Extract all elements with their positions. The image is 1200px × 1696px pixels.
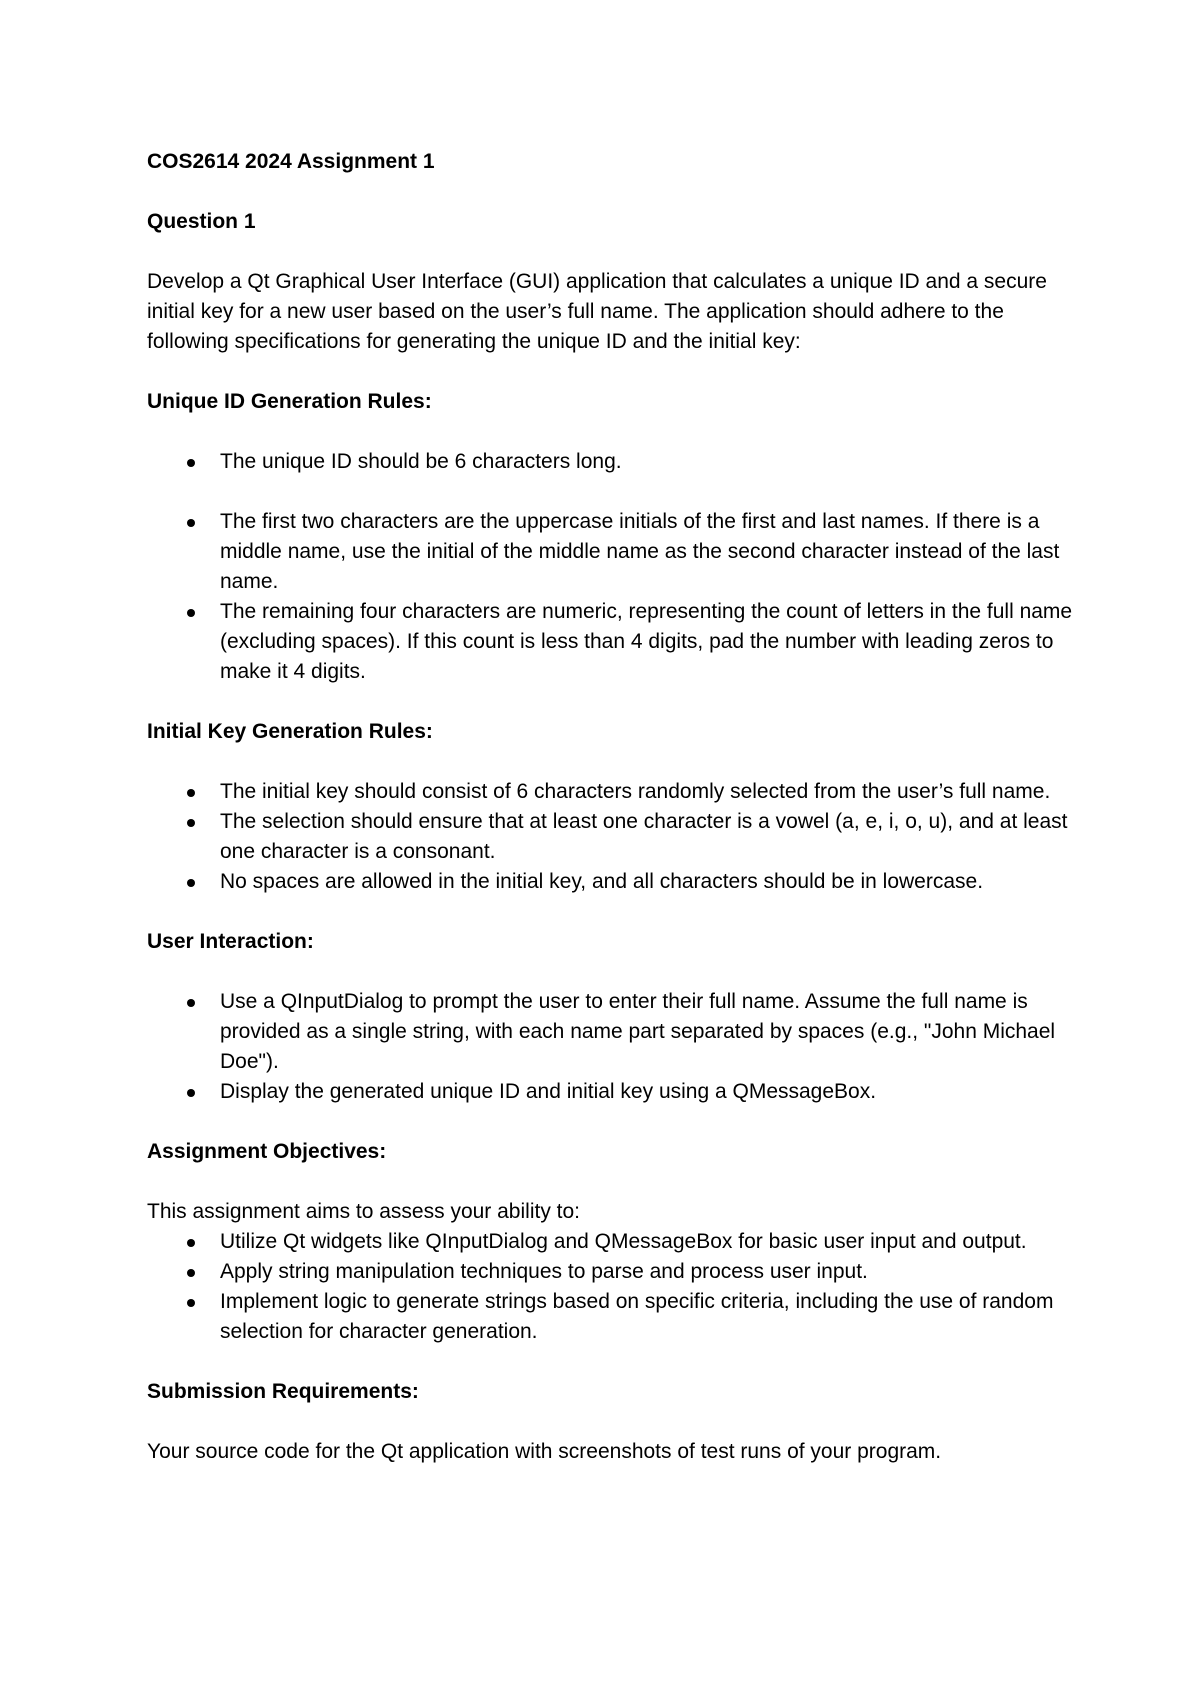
user-interaction-list — [147, 987, 1082, 1107]
objectives-intro: This assignment aims to assess your ability to: — [147, 1200, 581, 1223]
document-title: COS2614 2024 Assignment 1 — [147, 150, 435, 173]
list-item: The first two characters are the uppercase initials of the first and last names. If there is a middle name, use the initial of the middle name as the second character instead of the last name. — [147, 507, 1082, 597]
list-item: Utilize Qt widgets like QInputDialog and QMessageBox for basic user input and output. — [147, 1227, 1082, 1257]
intro-paragraph: Develop a Qt Graphical User Interface (GUI) application that calculates a unique ID and a secure initial key for a new user based on the user’s full name. The application should adhere to the following specifications for generating the unique ID and the initial key: — [147, 270, 1047, 353]
list-item: The remaining four characters are numeric, representing the count of letters in the full name (excluding spaces). If this count is less than 4 digits, pad the number with leading zeros to make it 4 digits. — [147, 597, 1082, 687]
list-item: Apply string manipulation techniques to parse and process user input. — [147, 1257, 1082, 1287]
objectives-list — [147, 1227, 1082, 1347]
unique-id-rules-list — [147, 447, 1082, 687]
list-item: Use a QInputDialog to prompt the user to enter their full name. Assume the full name is provided as a single string, with each name part separated by spaces (e.g., "John Michael Doe"). — [147, 987, 1082, 1077]
list-item: The unique ID should be 6 characters long. — [147, 447, 1082, 477]
list-item: Display the generated unique ID and initial key using a QMessageBox. — [147, 1077, 1082, 1107]
objectives-heading: Assignment Objectives: — [147, 1140, 387, 1163]
list-item: The selection should ensure that at least one character is a vowel (a, e, i, o, u), and at least one character is a consonant. — [147, 807, 1082, 867]
user-interaction-heading: User Interaction: — [147, 930, 314, 953]
initial-key-rules-list — [147, 777, 1082, 897]
list-item: Implement logic to generate strings based on specific criteria, including the use of random selection for character generation. — [147, 1287, 1082, 1347]
initial-key-heading: Initial Key Generation Rules: — [147, 720, 433, 743]
list-item: No spaces are allowed in the initial key, and all characters should be in lowercase. — [147, 867, 1082, 897]
submission-heading: Submission Requirements: — [147, 1380, 419, 1403]
submission-text: Your source code for the Qt application with screenshots of test runs of your program. — [147, 1440, 942, 1463]
unique-id-heading: Unique ID Generation Rules: — [147, 390, 432, 413]
question-label: Question 1 — [147, 210, 256, 233]
list-item: The initial key should consist of 6 characters randomly selected from the user’s full name. — [147, 777, 1082, 807]
